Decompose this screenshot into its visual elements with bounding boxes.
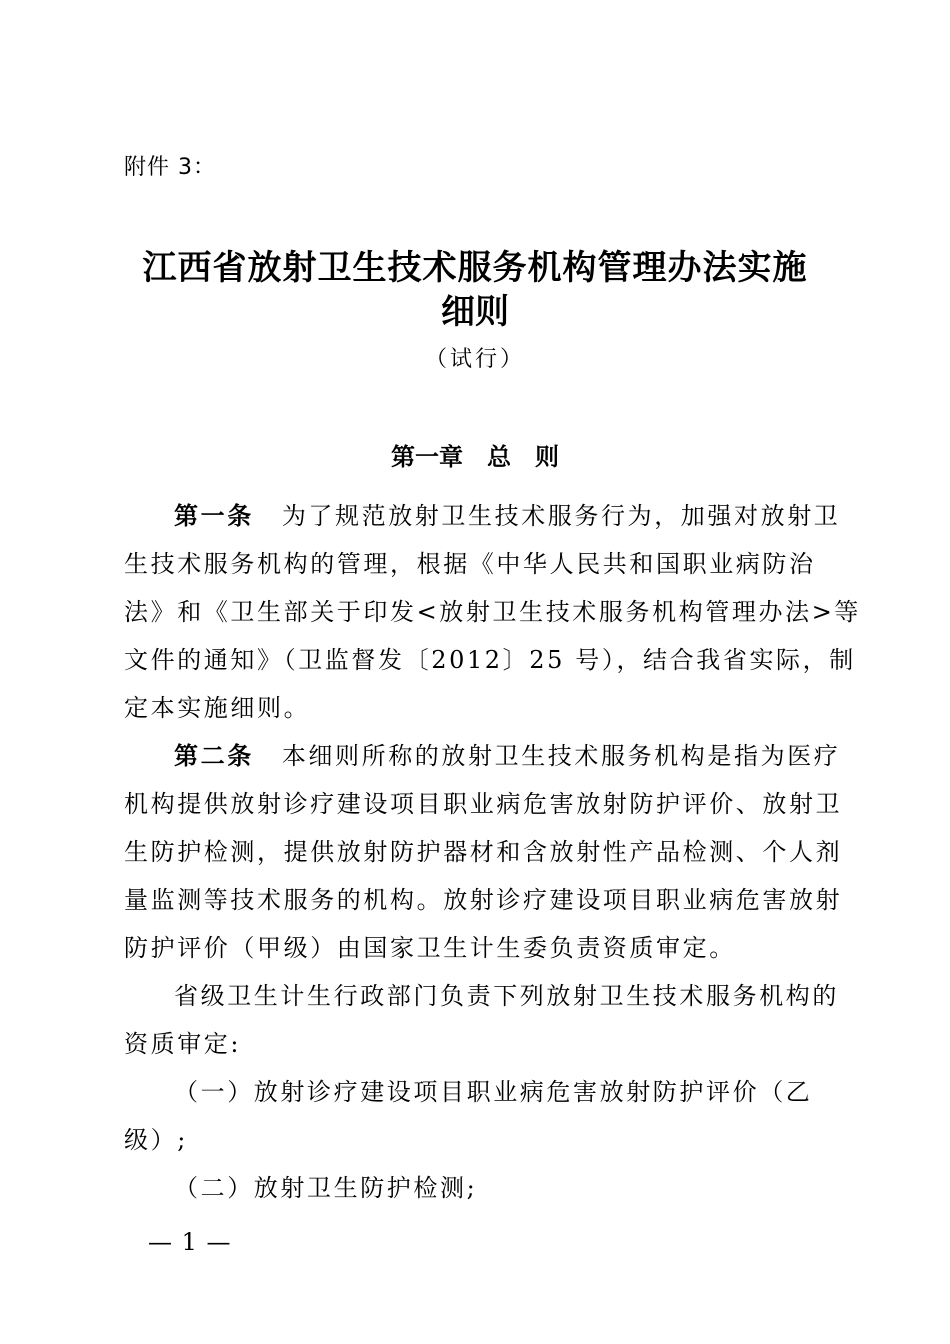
paragraph-line: 省级卫生计生行政部门负责下列放射卫生技术服务机构的 [174, 982, 839, 1010]
article1-line: 定本实施细则。 [124, 694, 311, 722]
article1-line: 生技术服务机构的管理，根据《中华人民共和国职业病防治 [124, 550, 816, 578]
document-title-line2: 细则 [441, 292, 509, 332]
article2-first-line [174, 736, 841, 771]
article2-line: 生防护检测，提供放射防护器材和含放射性产品检测、个人剂 [124, 838, 843, 866]
article1-line: 文件的通知》（卫监督发〔2012〕25 号），结合我省实际，制 [124, 646, 856, 674]
list-item-line: （一）放射诊疗建设项目职业病危害放射防护评价（乙 [174, 1078, 813, 1106]
paragraph-line: 资质审定: [124, 1030, 242, 1058]
article2-text: 本细则所称的放射卫生技术服务机构是指为医疗 [281, 742, 841, 770]
list-item-line: 级）; [124, 1126, 188, 1154]
list-item-line: （二）放射卫生防护检测; [174, 1174, 478, 1202]
document-title-line1: 江西省放射卫生技术服务机构管理办法实施 [142, 248, 808, 288]
article1-line: 法》和《卫生部关于印发<放射卫生技术服务机构管理办法>等 [124, 598, 862, 626]
article2-label: 第二条 [174, 742, 254, 770]
document-subtitle: （试行） [424, 347, 525, 372]
chapter-heading: 第一章 总 则 [391, 443, 559, 471]
article1-text: 为了规范放射卫生技术服务行为，加强对放射卫 [281, 502, 841, 530]
page-number: — 1 — [148, 1228, 232, 1256]
article2-line: 防护评价（甲级）由国家卫生计生委负责资质审定。 [124, 934, 736, 962]
article1-first-line [174, 496, 841, 531]
article1-label: 第一条 [174, 502, 254, 530]
article2-line: 量监测等技术服务的机构。放射诊疗建设项目职业病危害放射 [124, 886, 843, 914]
attachment-label: 附件 3： [124, 155, 216, 180]
article2-line: 机构提供放射诊疗建设项目职业病危害放射防护评价、放射卫 [124, 790, 843, 818]
